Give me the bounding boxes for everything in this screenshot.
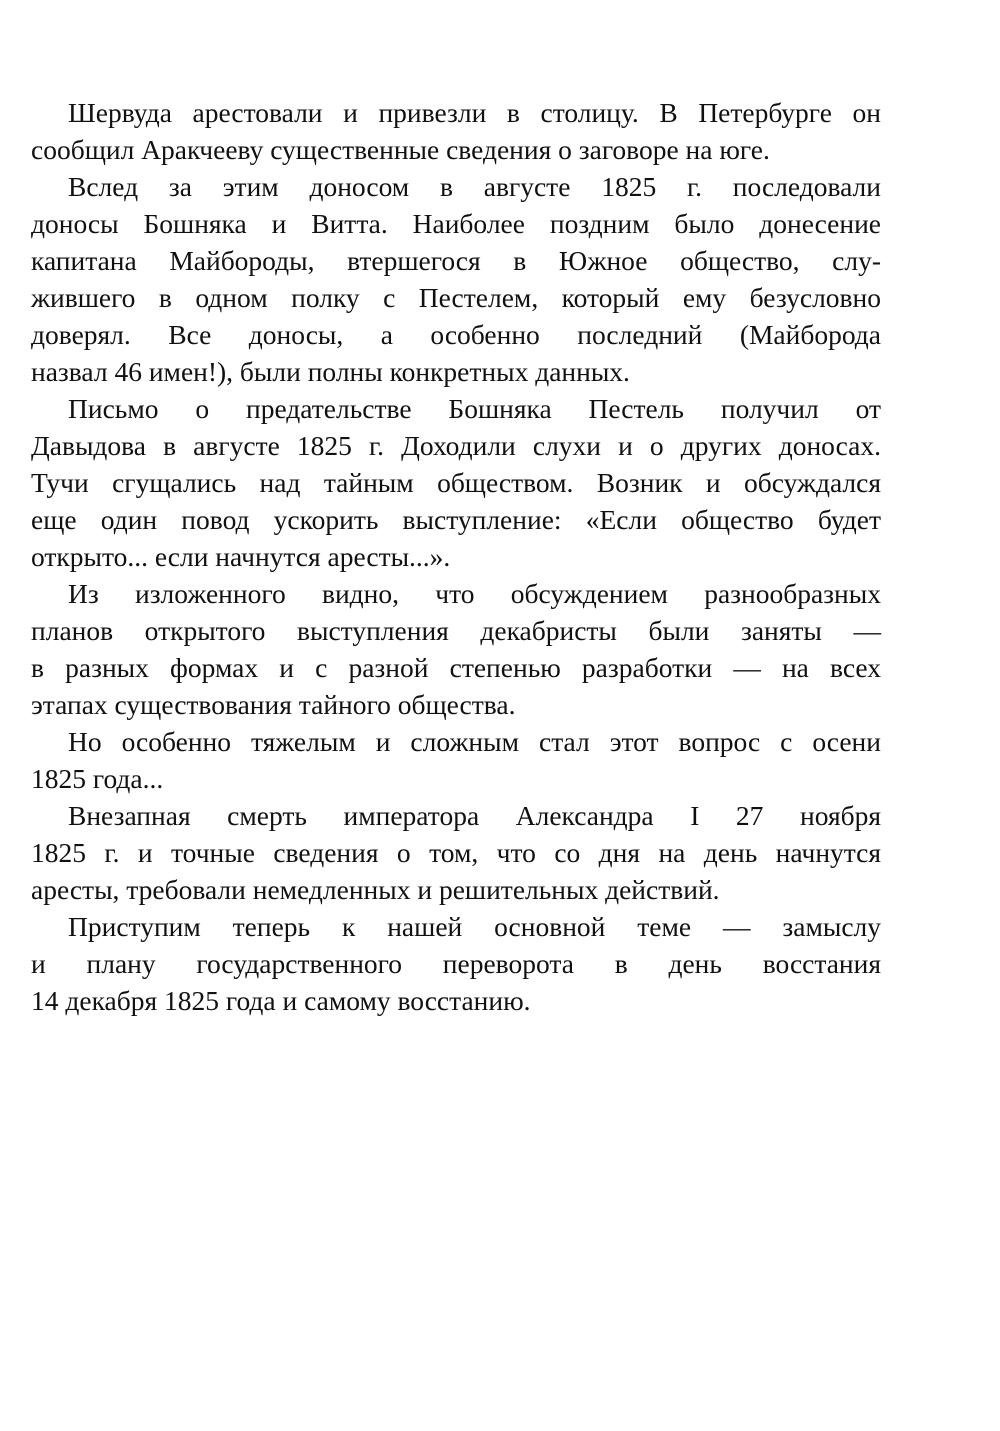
paragraph-6 <box>31 797 881 908</box>
text-line: Письмо о предательстве Бошняка Пестель получил от <box>68 393 881 424</box>
text-line: назвал 46 имен!), были полны конкретных данных. <box>31 356 630 387</box>
text-line: Внезапная смерть императора Александра I 27 ноября <box>68 800 881 831</box>
text-line: Вслед за этим доносом в августе 1825 г. последовали <box>68 171 881 202</box>
text-line: планов открытого выступления декабристы были заняты — <box>31 615 881 646</box>
text-line: еще один повод ускорить выступление: «Если общество будет <box>31 504 881 535</box>
text-line: капитана Майбороды, втершегося в Южное общество, слу- <box>31 245 881 276</box>
text-line: Из изложенного видно, что обсуждением разнообразных <box>68 578 881 609</box>
text-line: Тучи сгущались над тайным обществом. Возник и обсуждался <box>31 467 881 498</box>
paragraph-7 <box>31 908 881 1019</box>
paragraph-5 <box>31 723 881 797</box>
text-line: 1825 г. и точные сведения о том, что со дня на день начнутся <box>31 837 881 868</box>
page-body <box>31 94 881 1019</box>
text-line: доверял. Все доносы, а особенно последний (Майборода <box>31 319 881 350</box>
text-line: открыто... если начнутся аресты...». <box>31 541 451 572</box>
paragraph-4 <box>31 575 881 723</box>
paragraph-1 <box>31 94 881 168</box>
text-line: Но особенно тяжелым и сложным стал этот вопрос с осени <box>68 726 881 757</box>
text-line: Приступим теперь к нашей основной теме — замыслу <box>68 911 881 942</box>
text-line: в разных формах и с разной степенью разработки — на всех <box>31 652 881 683</box>
paragraph-2 <box>31 168 881 390</box>
text-line: сообщил Аракчееву существенные сведения о заговоре на юге. <box>31 134 770 165</box>
text-line: аресты, требовали немедленных и решительных действий. <box>31 874 720 905</box>
text-line: 14 декабря 1825 года и самому восстанию. <box>31 985 531 1016</box>
text-line: и плану государственного переворота в день восстания <box>31 948 881 979</box>
text-line: этапах существования тайного общества. <box>31 689 516 720</box>
text-line: жившего в одном полку с Пестелем, который ему безусловно <box>31 282 881 313</box>
text-line: доносы Бошняка и Витта. Наиболее поздним было донесение <box>31 208 881 239</box>
text-line: Шервуда арестовали и привезли в столицу. В Петербурге он <box>68 97 881 128</box>
text-line: Давыдова в августе 1825 г. Доходили слухи и о других доносах. <box>31 430 881 461</box>
text-line: 1825 года... <box>31 763 164 794</box>
paragraph-3 <box>31 390 881 575</box>
